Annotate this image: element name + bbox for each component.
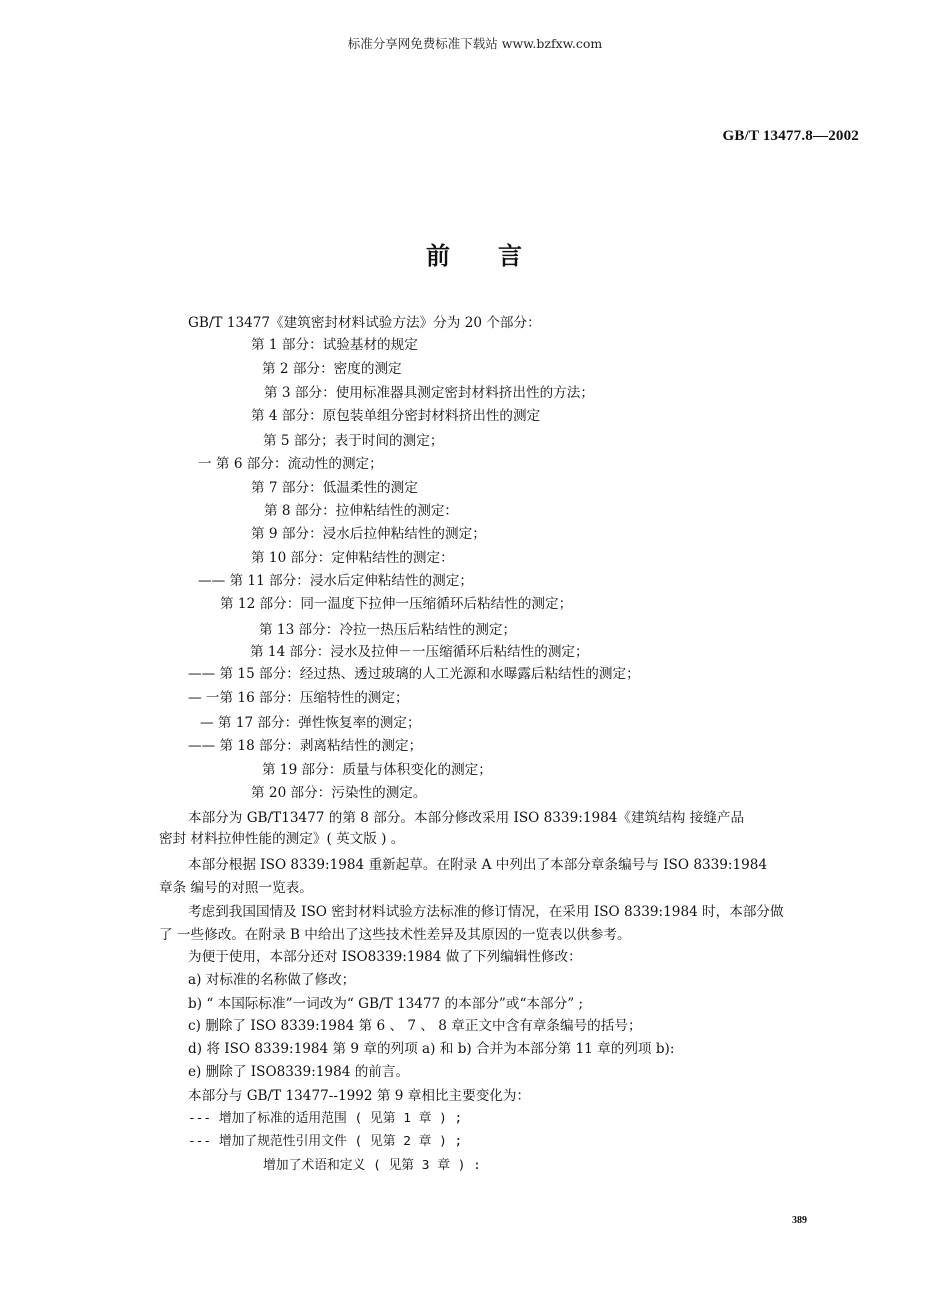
part-list-item: 第 10 部分：定伸粘结性的测定： [251, 550, 454, 566]
part-list-item: 第 19 部分：质量与体积变化的测定； [262, 762, 492, 778]
part-list-item: 第 13 部分：冷拉一热压后粘结性的测定； [259, 622, 517, 638]
page-header-site: 标准分享网免费标准下载站 www.bzfxw.com [347, 36, 603, 51]
part-list-item: 第 5 部分；表于时间的测定； [263, 433, 444, 449]
edit-list-item: e) 删除了 ISO8339:1984 的前言。 [188, 1064, 410, 1080]
title-char-1: 前 [426, 241, 452, 270]
body-paragraph-line: 了 一些修改。在附录 B 中给出了这些技术性差异及其原因的一览表以供参考。 [159, 927, 631, 943]
part-list-item: 第 9 部分：浸水后拉伸粘结性的测定； [251, 526, 486, 542]
part-list-item: —— 第 18 部分：剥离粘结性的测定； [188, 738, 423, 754]
part-list-item: 第 1 部分：试验基材的规定 [251, 337, 418, 353]
part-list-item: 一 第 6 部分：流动性的测定； [198, 456, 383, 472]
edit-list-item: c) 删除了 ISO 8339:1984 第 6 、 7 、 8 章正文中含有章条编号的括号； [188, 1018, 642, 1034]
edit-list-item: a) 对标准的名称做了修改； [188, 972, 356, 988]
change-list-item: --- 增加了标准的适用范围 ( 见第 1 章 ) ; [188, 1111, 463, 1126]
part-list-item: 第 3 部分：使用标准器具测定密封材料挤出性的方法； [264, 385, 594, 401]
part-list-item: 第 12 部分：同一温度下拉伸一压缩循环后粘结性的测定； [220, 596, 573, 612]
part-list-item: 第 4 部分：原包装单组分密封材料挤出性的测定 [251, 408, 541, 424]
body-paragraph-line: 本部分与 GB/T 13477--1992 第 9 章相比主要变化为： [188, 1088, 531, 1104]
body-paragraph-line: 考虑到我国国情及 ISO 密封材料试验方法标准的修订情况，在采用 ISO 8339:1984 时，本部分做 [188, 904, 784, 920]
part-list-item: — 一第 16 部分：压缩特性的测定； [188, 690, 409, 706]
body-paragraph-line: 本部分根据 ISO 8339:1984 重新起草。在附录 A 中列出了本部分章条编号与 ISO 8339:1984 [188, 857, 768, 873]
change-list-item: --- 增加了规范性引用文件 ( 见第 2 章 ) ; [188, 1134, 463, 1149]
edit-list-item: d) 将 ISO 8339:1984 第 9 章的列项 a) 和 b) 合并为本部分第 11 章的列项 b): [188, 1041, 675, 1057]
body-paragraph-line: 本部分为 GB/T13477 的第 8 部分。本部分修改采用 ISO 8339:1984《建筑结构 接缝产品 [188, 810, 745, 826]
page-number: 389 [792, 1215, 807, 1226]
section-title [0, 236, 950, 271]
part-list-item: —— 第 15 部分：经过热、透过玻璃的人工光源和水曝露后粘结性的测定； [188, 666, 640, 682]
part-list-item: 第 14 部分：浸水及拉伸－一压缩循环后粘结性的测定； [250, 644, 589, 660]
part-list-item: 第 20 部分：污染性的测定。 [251, 785, 427, 801]
change-list-item: 增加了术语和定义 ( 见第 3 章 ) : [263, 1158, 481, 1173]
part-list-item: 第 7 部分：低温柔性的测定 [251, 480, 418, 496]
body-paragraph-line: 为便于使用，本部分还对 ISO8339:1984 做了下列编辑性修改： [188, 949, 582, 965]
standard-number: GB/T 13477.8—2002 [722, 128, 859, 144]
part-list-item: 第 8 部分：拉伸粘结性的测定： [264, 503, 459, 519]
edit-list-item: b) “ 本国际标准”一词改为“ GB/T 13477 的本部分”或“本部分” ; [188, 996, 584, 1012]
part-list-item: 第 2 部分：密度的测定 [262, 361, 402, 377]
part-list-item: — 第 17 部分：弹性恢复率的测定； [200, 715, 421, 731]
body-paragraph-line: 密封 材料拉伸性能的测定》( 英文版 ) 。 [159, 831, 405, 847]
part-list-item: —— 第 11 部分：浸水后定伸粘结性的测定； [198, 573, 473, 589]
intro-line: GB/T 13477《建筑密封材料试验方法》分为 20 个部分： [188, 315, 541, 331]
body-paragraph-line: 章条 编号的对照一览表。 [159, 880, 313, 896]
title-char-2: 言 [498, 241, 524, 270]
